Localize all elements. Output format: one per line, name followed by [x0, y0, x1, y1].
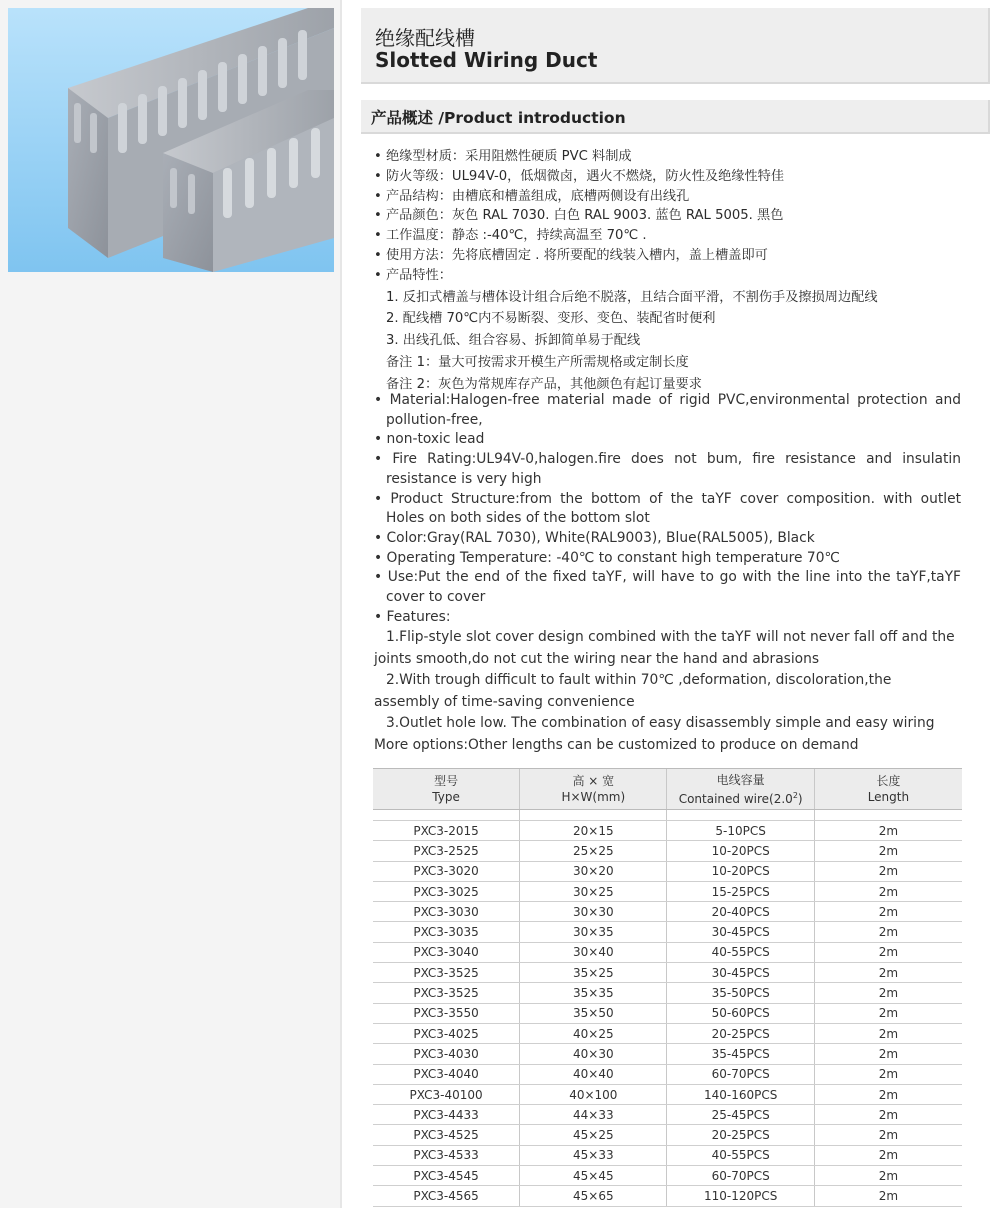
cn-spec-item: • 使用方法：先将底槽固定 . 将所要配的线装入槽内，盖上槽盖即可 [374, 247, 768, 263]
table-row [373, 1186, 962, 1206]
table-spacer-row [373, 810, 962, 821]
cell-wire: 10-20PCS [667, 861, 814, 881]
cell-type: PXC3-3525 [373, 963, 520, 983]
cell-size: 45×65 [520, 1186, 667, 1206]
en-spec-list [374, 391, 961, 756]
cell-length: 2m [814, 963, 962, 983]
wiring-duct-product-image [8, 8, 334, 272]
cell-wire: 60-70PCS [667, 1064, 814, 1084]
cn-note-item: 备注 1：量大可按需求开模生产所需规格或定制长度 [386, 354, 689, 370]
cell-size: 45×25 [520, 1125, 667, 1145]
col-header-wire: 电线容量 Contained $wire(2.0^2)$ [667, 769, 814, 810]
cell-size: 40×40 [520, 1064, 667, 1084]
cell-type: PXC3-4040 [373, 1064, 520, 1084]
cell-wire: 15-25PCS [667, 881, 814, 901]
cell-length: 2m [814, 983, 962, 1003]
table-row [373, 1003, 962, 1023]
en-feature-item: 2.With trough difficult to fault within 70℃ ,deformation, discoloration,the assembly of time-saving convenience [374, 672, 892, 710]
table-row [373, 942, 962, 962]
title-box [361, 8, 990, 84]
en-spec-item: • Use:Put the end of the fixed taYF, will have to go with the line into the taYF,taYF cover to cover [374, 569, 961, 606]
cn-spec-item: • 绝缘型材质：采用阻燃性硬质 PVC 料制成 [374, 149, 632, 164]
table-row [373, 1166, 962, 1186]
cell-size: 35×25 [520, 963, 667, 983]
cell-type: PXC3-3040 [373, 942, 520, 962]
cell-size: 40×25 [520, 1023, 667, 1043]
cell-length: 2m [814, 922, 962, 942]
col-header-type: 型号 Type [373, 769, 520, 810]
table-row [373, 1125, 962, 1145]
cell-type: PXC3-4565 [373, 1186, 520, 1206]
cell-size: 40×30 [520, 1044, 667, 1064]
cell-size: 30×40 [520, 942, 667, 962]
cell-type: PXC3-3020 [373, 861, 520, 881]
en-feature-item: 1.Flip-style slot cover design combined with the taYF will not never fall off and the joints smooth,do not cut the wiring near the hand and abrasions [374, 629, 955, 667]
cell-length: 2m [814, 821, 962, 841]
cell-wire: 25-45PCS [667, 1105, 814, 1125]
en-feature-item: 3.Outlet hole low. The combination of easy disassembly simple and easy wiring [386, 715, 935, 732]
table-row [373, 1064, 962, 1084]
cell-wire: 35-50PCS [667, 983, 814, 1003]
spec-table-body [373, 810, 962, 1207]
cell-length: 2m [814, 942, 962, 962]
table-row [373, 1145, 962, 1165]
cn-feature-item: 2. 配线槽 70℃内不易断裂、变形、变色、装配省时便利 [386, 311, 716, 327]
cell-wire: 50-60PCS [667, 1003, 814, 1023]
en-spec-item: • Fire Rating:UL94V-0,halogen.fire does not bum, fire resistance and insulatin resistance is very high [374, 451, 962, 487]
cn-spec-item: • 产品颜色：灰色 RAL 7030. 白色 RAL 9003. 蓝色 RAL 5005. 黑色 [374, 208, 784, 224]
cell-length: 2m [814, 1145, 962, 1165]
cell-size: 30×20 [520, 861, 667, 881]
cell-size: 40×100 [520, 1084, 667, 1104]
section-title: 产品概述 /Product introduction [371, 109, 626, 127]
cell-wire: 110-120PCS [667, 1186, 814, 1206]
cell-type: PXC3-3550 [373, 1003, 520, 1023]
cn-spec-item: • 防火等级：UL94V-0，低烟微卤，遇火不燃烧，防火性及绝缘性特佳 [374, 168, 785, 184]
cell-wire: 140-160PCS [667, 1084, 814, 1104]
col-header-length: 长度 Length [814, 769, 962, 810]
cn-spec-item: • 产品特性： [374, 267, 452, 283]
cell-wire: 10-20PCS [667, 841, 814, 861]
cn-spec-item: • 工作温度：静态 :-40℃，持续高温至 70℃ . [374, 228, 647, 244]
cell-type: PXC3-4545 [373, 1166, 520, 1186]
cell-type: PXC3-3035 [373, 922, 520, 942]
cell-length: 2m [814, 1064, 962, 1084]
cell-length: 2m [814, 1023, 962, 1043]
cell-wire: 40-55PCS [667, 942, 814, 962]
cell-length: 2m [814, 1166, 962, 1186]
cell-length: 2m [814, 841, 962, 861]
table-row [373, 861, 962, 881]
table-row [373, 821, 962, 841]
table-row [373, 1023, 962, 1043]
cn-feature-item: 1. 反扣式槽盖与槽体设计组合后绝不脱落，且结合面平滑，不割伤手及擦损周边配线 [386, 289, 878, 305]
cell-type: PXC3-4433 [373, 1105, 520, 1125]
cell-length: 2m [814, 1003, 962, 1023]
cell-size: 45×45 [520, 1166, 667, 1186]
cell-length: 2m [814, 1125, 962, 1145]
cn-spec-item: • 产品结构：由槽底和槽盖组成，底槽两侧设有出线孔 [374, 188, 690, 204]
cell-wire: 60-70PCS [667, 1166, 814, 1186]
cn-feature-item: 3. 出线孔低、组合容易、拆卸简单易于配线 [386, 333, 641, 349]
cell-size: 25×25 [520, 841, 667, 861]
en-spec-item: • Material:Halogen-free material made of rigid PVC,environmental protection and pollution-free, [374, 392, 961, 428]
en-spec-item: • non-toxic lead [374, 431, 485, 448]
table-row [373, 881, 962, 901]
cell-length: 2m [814, 902, 962, 922]
cell-length: 2m [814, 1186, 962, 1206]
cell-wire: 40-55PCS [667, 1145, 814, 1165]
cell-wire: 30-45PCS [667, 922, 814, 942]
en-more-options: More options:Other lengths can be customized to produce on demand [374, 736, 859, 753]
cell-size: 35×50 [520, 1003, 667, 1023]
table-header-row [373, 769, 962, 810]
cell-size: 30×35 [520, 922, 667, 942]
cell-wire: 30-45PCS [667, 963, 814, 983]
cell-size: 30×25 [520, 881, 667, 901]
cell-type: PXC3-4533 [373, 1145, 520, 1165]
en-spec-item: • Features: [374, 608, 451, 625]
en-spec-item: • Color:Gray(RAL 7030), White(RAL9003), Blue(RAL5005), Black [374, 529, 815, 546]
cell-size: 20×15 [520, 821, 667, 841]
cell-type: PXC3-4030 [373, 1044, 520, 1064]
cell-type: PXC3-2525 [373, 841, 520, 861]
cell-length: 2m [814, 1084, 962, 1104]
cell-type: PXC3-3030 [373, 902, 520, 922]
cell-type: PXC3-3525 [373, 983, 520, 1003]
cell-wire: 5-10PCS [667, 821, 814, 841]
title-en: Slotted Wiring Duct [375, 48, 598, 72]
cell-length: 2m [814, 881, 962, 901]
table-row [373, 841, 962, 861]
cell-size: 44×33 [520, 1105, 667, 1125]
title-cn: 绝缘配线槽 [375, 26, 475, 50]
en-spec-item: • Operating Temperature: -40℃ to constant high temperature 70℃ [374, 549, 840, 566]
table-row [373, 963, 962, 983]
cell-size: 45×33 [520, 1145, 667, 1165]
cn-spec-list [374, 147, 974, 395]
col-header-size: 高 × 宽 H×W(mm) [520, 769, 667, 810]
cell-length: 2m [814, 861, 962, 881]
cell-type: PXC3-40100 [373, 1084, 520, 1104]
cell-type: PXC3-4525 [373, 1125, 520, 1145]
spec-table [373, 768, 962, 1207]
cell-wire: 20-25PCS [667, 1023, 814, 1043]
cell-wire: 20-40PCS [667, 902, 814, 922]
table-row [373, 1084, 962, 1104]
table-row [373, 1105, 962, 1125]
table-row [373, 1044, 962, 1064]
cell-length: 2m [814, 1044, 962, 1064]
en-spec-item: • Product Structure:from the bottom of the taYF cover composition. with outlet Holes on both sides of the bottom slot [374, 490, 961, 527]
section-header [361, 100, 990, 134]
cell-wire: 20-25PCS [667, 1125, 814, 1145]
table-row [373, 902, 962, 922]
cell-type: PXC3-4025 [373, 1023, 520, 1043]
table-row [373, 922, 962, 942]
cell-size: 35×35 [520, 983, 667, 1003]
cell-length: 2m [814, 1105, 962, 1125]
cell-size: 30×30 [520, 902, 667, 922]
cn-note-item: 备注 2：灰色为常规库存产品，其他颜色有起订量要求 [386, 376, 702, 392]
cell-type: PXC3-3025 [373, 881, 520, 901]
table-row [373, 983, 962, 1003]
cell-type: PXC3-2015 [373, 821, 520, 841]
cell-wire: 35-45PCS [667, 1044, 814, 1064]
